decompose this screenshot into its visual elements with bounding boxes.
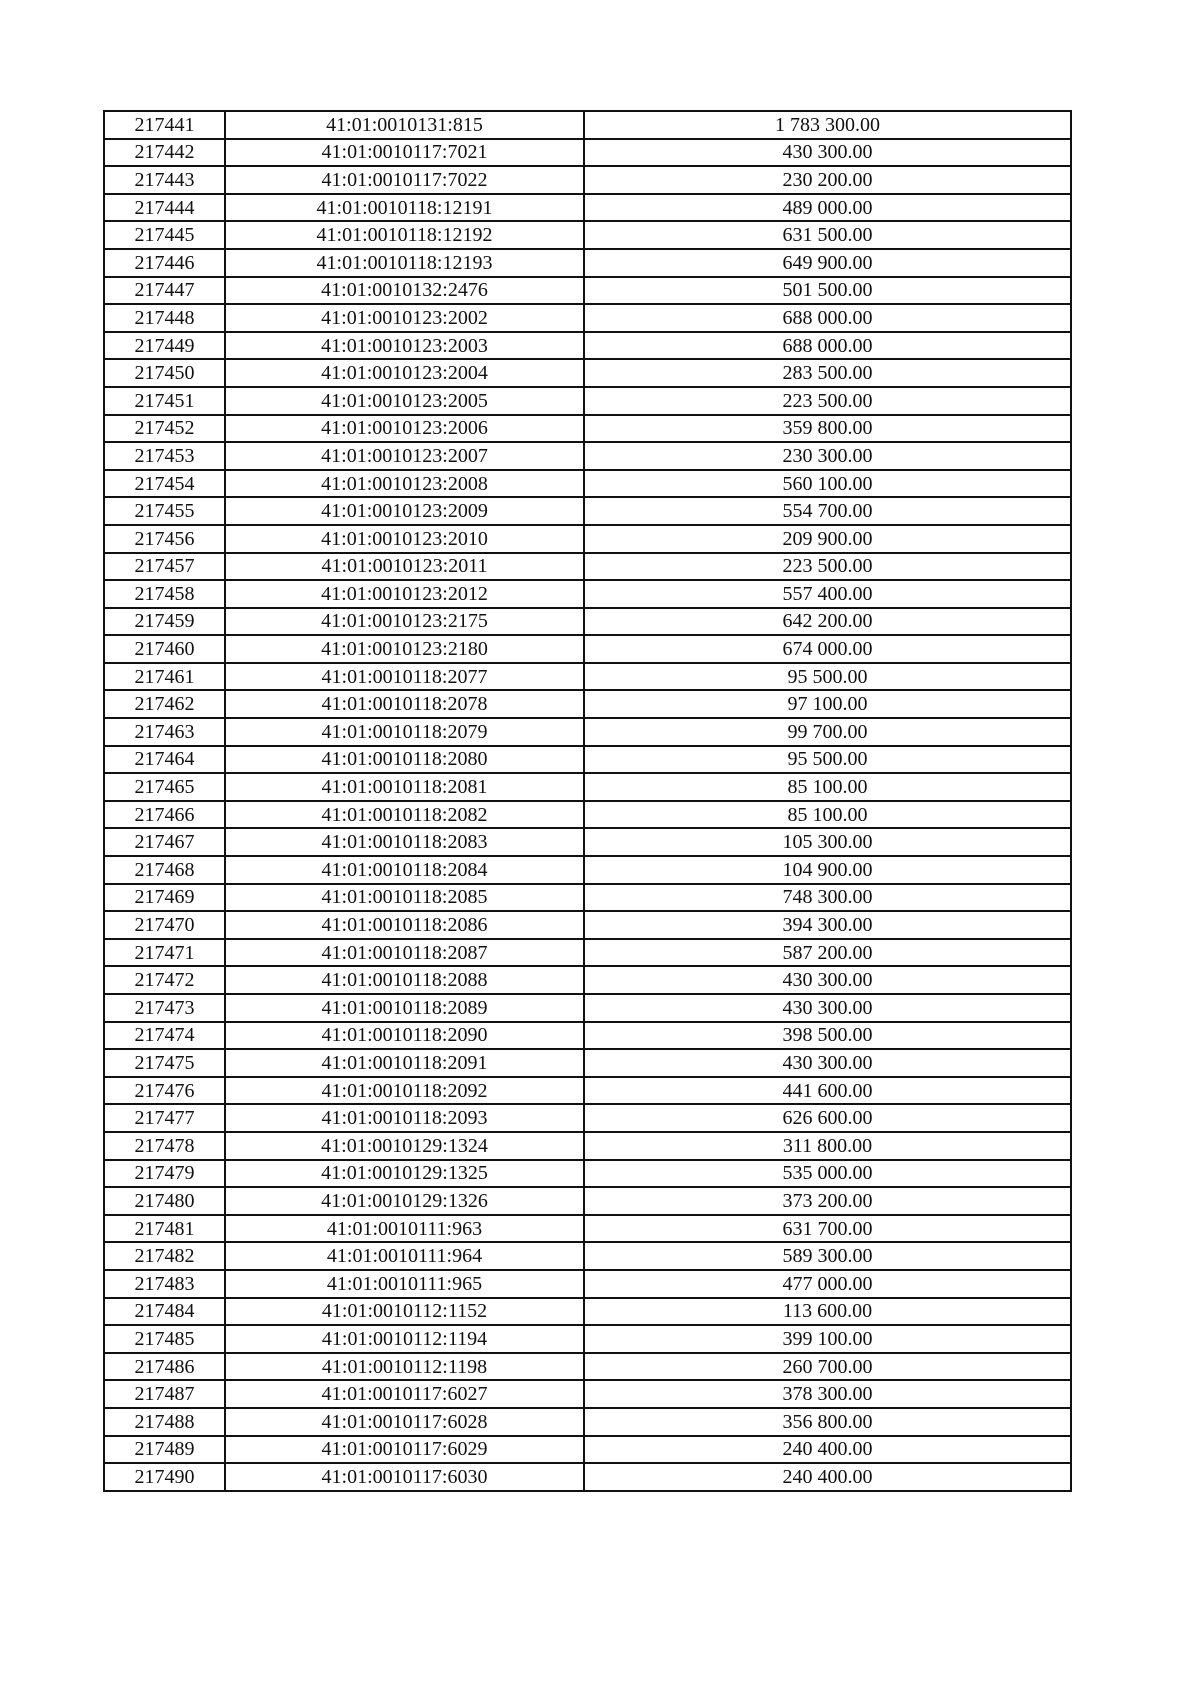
- cadastral-number-cell: 41:01:0010118:2088: [225, 966, 584, 994]
- cadastral-number-cell: 41:01:0010123:2012: [225, 580, 584, 608]
- table-row: [104, 221, 1071, 249]
- cadastral-value-cell: 399 100.00: [584, 1325, 1071, 1353]
- cadastral-value-cell: 230 200.00: [584, 166, 1071, 194]
- row-number-cell: 217452: [104, 415, 225, 443]
- cadastral-number-cell: 41:01:0010111:963: [225, 1215, 584, 1243]
- row-number-cell: 217489: [104, 1436, 225, 1464]
- cadastral-number-cell: 41:01:0010112:1198: [225, 1353, 584, 1381]
- cadastral-value-cell: 587 200.00: [584, 939, 1071, 967]
- cadastral-number-cell: 41:01:0010118:2082: [225, 801, 584, 829]
- cadastral-number-cell: 41:01:0010112:1152: [225, 1298, 584, 1326]
- table-row: [104, 1187, 1071, 1215]
- cadastral-number-cell: 41:01:0010123:2004: [225, 359, 584, 387]
- row-number-cell: 217480: [104, 1187, 225, 1215]
- row-number-cell: 217469: [104, 884, 225, 912]
- cadastral-number-cell: 41:01:0010117:7022: [225, 166, 584, 194]
- row-number-cell: 217445: [104, 221, 225, 249]
- row-number-cell: 217455: [104, 497, 225, 525]
- table-row: [104, 497, 1071, 525]
- cadastral-number-cell: 41:01:0010123:2010: [225, 525, 584, 553]
- cadastral-number-cell: 41:01:0010118:2087: [225, 939, 584, 967]
- table-row: [104, 525, 1071, 553]
- table-row: [104, 332, 1071, 360]
- cadastral-value-cell: 95 500.00: [584, 746, 1071, 774]
- row-number-cell: 217468: [104, 856, 225, 884]
- row-number-cell: 217454: [104, 470, 225, 498]
- cadastral-number-cell: 41:01:0010117:6030: [225, 1463, 584, 1491]
- row-number-cell: 217488: [104, 1408, 225, 1436]
- table-row: [104, 470, 1071, 498]
- row-number-cell: 217447: [104, 277, 225, 305]
- table-row: [104, 415, 1071, 443]
- row-number-cell: 217487: [104, 1380, 225, 1408]
- cadastral-value-cell: 85 100.00: [584, 773, 1071, 801]
- row-number-cell: 217461: [104, 663, 225, 691]
- cadastral-value-table: [103, 110, 1072, 1492]
- cadastral-number-cell: 41:01:0010118:2085: [225, 884, 584, 912]
- cadastral-value-cell: 356 800.00: [584, 1408, 1071, 1436]
- table-row: [104, 994, 1071, 1022]
- cadastral-value-cell: 209 900.00: [584, 525, 1071, 553]
- cadastral-number-cell: 41:01:0010123:2180: [225, 635, 584, 663]
- row-number-cell: 217444: [104, 194, 225, 222]
- table-body: [104, 111, 1071, 1491]
- cadastral-number-cell: 41:01:0010118:12191: [225, 194, 584, 222]
- row-number-cell: 217474: [104, 1022, 225, 1050]
- cadastral-number-cell: 41:01:0010129:1324: [225, 1132, 584, 1160]
- cadastral-value-cell: 501 500.00: [584, 277, 1071, 305]
- table-row: [104, 1436, 1071, 1464]
- cadastral-number-cell: 41:01:0010118:2093: [225, 1104, 584, 1132]
- cadastral-value-cell: 674 000.00: [584, 635, 1071, 663]
- table-row: [104, 166, 1071, 194]
- cadastral-number-cell: 41:01:0010118:12193: [225, 249, 584, 277]
- cadastral-value-cell: 104 900.00: [584, 856, 1071, 884]
- cadastral-value-cell: 642 200.00: [584, 608, 1071, 636]
- cadastral-number-cell: 41:01:0010118:2079: [225, 718, 584, 746]
- table-row: [104, 304, 1071, 332]
- row-number-cell: 217443: [104, 166, 225, 194]
- table-row: [104, 1215, 1071, 1243]
- cadastral-value-cell: 688 000.00: [584, 332, 1071, 360]
- row-number-cell: 217479: [104, 1160, 225, 1188]
- cadastral-number-cell: 41:01:0010118:2084: [225, 856, 584, 884]
- cadastral-number-cell: 41:01:0010118:2078: [225, 690, 584, 718]
- cadastral-value-cell: 223 500.00: [584, 387, 1071, 415]
- cadastral-value-cell: 378 300.00: [584, 1380, 1071, 1408]
- cadastral-value-cell: 631 500.00: [584, 221, 1071, 249]
- cadastral-value-cell: 260 700.00: [584, 1353, 1071, 1381]
- row-number-cell: 217486: [104, 1353, 225, 1381]
- table-row: [104, 801, 1071, 829]
- cadastral-value-cell: 441 600.00: [584, 1077, 1071, 1105]
- row-number-cell: 217459: [104, 608, 225, 636]
- cadastral-number-cell: 41:01:0010112:1194: [225, 1325, 584, 1353]
- table-row: [104, 663, 1071, 691]
- cadastral-number-cell: 41:01:0010117:7021: [225, 139, 584, 167]
- table-row: [104, 139, 1071, 167]
- row-number-cell: 217471: [104, 939, 225, 967]
- cadastral-number-cell: 41:01:0010131:815: [225, 111, 584, 139]
- row-number-cell: 217441: [104, 111, 225, 139]
- table-row: [104, 773, 1071, 801]
- cadastral-number-cell: 41:01:0010118:2089: [225, 994, 584, 1022]
- cadastral-value-cell: 430 300.00: [584, 1049, 1071, 1077]
- cadastral-number-cell: 41:01:0010118:2091: [225, 1049, 584, 1077]
- cadastral-value-cell: 748 300.00: [584, 884, 1071, 912]
- table-row: [104, 635, 1071, 663]
- cadastral-number-cell: 41:01:0010118:2077: [225, 663, 584, 691]
- table-row: [104, 939, 1071, 967]
- cadastral-number-cell: 41:01:0010123:2002: [225, 304, 584, 332]
- row-number-cell: 217477: [104, 1104, 225, 1132]
- table-row: [104, 911, 1071, 939]
- table-row: [104, 359, 1071, 387]
- table-row: [104, 1408, 1071, 1436]
- row-number-cell: 217475: [104, 1049, 225, 1077]
- row-number-cell: 217450: [104, 359, 225, 387]
- cadastral-value-cell: 359 800.00: [584, 415, 1071, 443]
- row-number-cell: 217483: [104, 1270, 225, 1298]
- table-row: [104, 856, 1071, 884]
- table-row: [104, 111, 1071, 139]
- row-number-cell: 217448: [104, 304, 225, 332]
- cadastral-value-cell: 99 700.00: [584, 718, 1071, 746]
- cadastral-value-cell: 311 800.00: [584, 1132, 1071, 1160]
- row-number-cell: 217470: [104, 911, 225, 939]
- cadastral-value-cell: 223 500.00: [584, 553, 1071, 581]
- cadastral-value-cell: 95 500.00: [584, 663, 1071, 691]
- cadastral-number-cell: 41:01:0010117:6028: [225, 1408, 584, 1436]
- row-number-cell: 217442: [104, 139, 225, 167]
- cadastral-value-cell: 97 100.00: [584, 690, 1071, 718]
- row-number-cell: 217484: [104, 1298, 225, 1326]
- row-number-cell: 217481: [104, 1215, 225, 1243]
- cadastral-value-cell: 589 300.00: [584, 1242, 1071, 1270]
- row-number-cell: 217472: [104, 966, 225, 994]
- table-row: [104, 277, 1071, 305]
- table-row: [104, 1242, 1071, 1270]
- cadastral-value-cell: 430 300.00: [584, 994, 1071, 1022]
- table-row: [104, 442, 1071, 470]
- cadastral-number-cell: 41:01:0010132:2476: [225, 277, 584, 305]
- table-row: [104, 608, 1071, 636]
- row-number-cell: 217466: [104, 801, 225, 829]
- row-number-cell: 217473: [104, 994, 225, 1022]
- cadastral-number-cell: 41:01:0010123:2011: [225, 553, 584, 581]
- cadastral-number-cell: 41:01:0010118:2081: [225, 773, 584, 801]
- cadastral-value-cell: 688 000.00: [584, 304, 1071, 332]
- cadastral-value-cell: 489 000.00: [584, 194, 1071, 222]
- table-row: [104, 580, 1071, 608]
- cadastral-number-cell: 41:01:0010123:2175: [225, 608, 584, 636]
- row-number-cell: 217478: [104, 1132, 225, 1160]
- cadastral-number-cell: 41:01:0010129:1325: [225, 1160, 584, 1188]
- row-number-cell: 217485: [104, 1325, 225, 1353]
- table-row: [104, 828, 1071, 856]
- table-row: [104, 1353, 1071, 1381]
- cadastral-number-cell: 41:01:0010123:2006: [225, 415, 584, 443]
- table-row: [104, 387, 1071, 415]
- cadastral-value-cell: 631 700.00: [584, 1215, 1071, 1243]
- cadastral-value-cell: 113 600.00: [584, 1298, 1071, 1326]
- table-row: [104, 746, 1071, 774]
- cadastral-value-cell: 240 400.00: [584, 1463, 1071, 1491]
- cadastral-value-cell: 230 300.00: [584, 442, 1071, 470]
- row-number-cell: 217449: [104, 332, 225, 360]
- row-number-cell: 217490: [104, 1463, 225, 1491]
- cadastral-value-cell: 477 000.00: [584, 1270, 1071, 1298]
- row-number-cell: 217462: [104, 690, 225, 718]
- table-row: [104, 1270, 1071, 1298]
- table-row: [104, 1380, 1071, 1408]
- cadastral-value-cell: 626 600.00: [584, 1104, 1071, 1132]
- row-number-cell: 217476: [104, 1077, 225, 1105]
- table-row: [104, 1049, 1071, 1077]
- table-row: [104, 1132, 1071, 1160]
- cadastral-value-cell: 105 300.00: [584, 828, 1071, 856]
- cadastral-number-cell: 41:01:0010123:2009: [225, 497, 584, 525]
- cadastral-number-cell: 41:01:0010123:2007: [225, 442, 584, 470]
- cadastral-value-cell: 554 700.00: [584, 497, 1071, 525]
- table-row: [104, 194, 1071, 222]
- cadastral-number-cell: 41:01:0010123:2008: [225, 470, 584, 498]
- table-row: [104, 553, 1071, 581]
- row-number-cell: 217451: [104, 387, 225, 415]
- table-row: [104, 1325, 1071, 1353]
- table-row: [104, 1463, 1071, 1491]
- cadastral-number-cell: 41:01:0010118:2092: [225, 1077, 584, 1105]
- row-number-cell: 217482: [104, 1242, 225, 1270]
- cadastral-value-cell: 560 100.00: [584, 470, 1071, 498]
- cadastral-number-cell: 41:01:0010118:2083: [225, 828, 584, 856]
- cadastral-value-cell: 535 000.00: [584, 1160, 1071, 1188]
- table-row: [104, 966, 1071, 994]
- row-number-cell: 217465: [104, 773, 225, 801]
- cadastral-number-cell: 41:01:0010111:965: [225, 1270, 584, 1298]
- cadastral-value-cell: 240 400.00: [584, 1436, 1071, 1464]
- row-number-cell: 217458: [104, 580, 225, 608]
- row-number-cell: 217467: [104, 828, 225, 856]
- table-row: [104, 249, 1071, 277]
- cadastral-number-cell: 41:01:0010118:2086: [225, 911, 584, 939]
- cadastral-value-cell: 394 300.00: [584, 911, 1071, 939]
- table-row: [104, 718, 1071, 746]
- cadastral-value-cell: 430 300.00: [584, 966, 1071, 994]
- cadastral-number-cell: 41:01:0010118:12192: [225, 221, 584, 249]
- table-row: [104, 884, 1071, 912]
- cadastral-number-cell: 41:01:0010117:6029: [225, 1436, 584, 1464]
- cadastral-value-cell: 85 100.00: [584, 801, 1071, 829]
- table-row: [104, 1077, 1071, 1105]
- row-number-cell: 217457: [104, 553, 225, 581]
- table-row: [104, 1160, 1071, 1188]
- cadastral-value-cell: 649 900.00: [584, 249, 1071, 277]
- table-row: [104, 690, 1071, 718]
- cadastral-value-cell: 283 500.00: [584, 359, 1071, 387]
- cadastral-number-cell: 41:01:0010111:964: [225, 1242, 584, 1270]
- cadastral-value-cell: 430 300.00: [584, 139, 1071, 167]
- row-number-cell: 217456: [104, 525, 225, 553]
- cadastral-value-cell: 1 783 300.00: [584, 111, 1071, 139]
- table-row: [104, 1298, 1071, 1326]
- cadastral-value-cell: 557 400.00: [584, 580, 1071, 608]
- row-number-cell: 217446: [104, 249, 225, 277]
- cadastral-number-cell: 41:01:0010123:2005: [225, 387, 584, 415]
- cadastral-number-cell: 41:01:0010129:1326: [225, 1187, 584, 1215]
- row-number-cell: 217453: [104, 442, 225, 470]
- cadastral-number-cell: 41:01:0010118:2090: [225, 1022, 584, 1050]
- cadastral-value-cell: 373 200.00: [584, 1187, 1071, 1215]
- row-number-cell: 217464: [104, 746, 225, 774]
- row-number-cell: 217463: [104, 718, 225, 746]
- row-number-cell: 217460: [104, 635, 225, 663]
- cadastral-number-cell: 41:01:0010118:2080: [225, 746, 584, 774]
- cadastral-value-cell: 398 500.00: [584, 1022, 1071, 1050]
- cadastral-number-cell: 41:01:0010117:6027: [225, 1380, 584, 1408]
- table-row: [104, 1022, 1071, 1050]
- table-row: [104, 1104, 1071, 1132]
- cadastral-number-cell: 41:01:0010123:2003: [225, 332, 584, 360]
